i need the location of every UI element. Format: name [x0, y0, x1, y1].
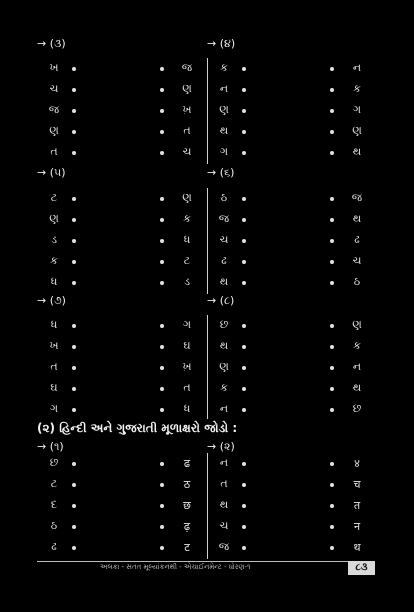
right-letter: જ	[351, 191, 363, 204]
right-letter: થ	[352, 212, 362, 225]
right-letter: त	[353, 499, 361, 512]
left-dot[interactable]	[72, 366, 76, 370]
left-dot[interactable]	[242, 387, 246, 391]
footer-text: અલકા - સતત મૂલ્યાંકનથી - એચાઈનમેન્ટ - ધોરણ-૧	[100, 563, 251, 571]
left-dot[interactable]	[72, 345, 76, 349]
left-dot[interactable]	[72, 130, 76, 134]
right-letter: છ	[352, 402, 362, 415]
match-row	[207, 516, 375, 537]
left-letter: ક	[50, 254, 58, 267]
right-dot[interactable]	[160, 151, 164, 155]
left-dot[interactable]	[72, 483, 76, 487]
match-row	[37, 516, 205, 537]
section-label-7: → (૭)	[37, 294, 66, 307]
left-letter: ઢ	[221, 254, 227, 267]
section-label-6: → (૬)	[207, 166, 235, 179]
match-row	[207, 251, 375, 272]
match-row	[37, 453, 205, 474]
left-dot[interactable]	[242, 462, 246, 466]
right-letter: ધ	[183, 402, 191, 415]
match-row	[207, 79, 375, 100]
left-letter: ન	[219, 402, 229, 415]
right-dot[interactable]	[160, 387, 164, 391]
right-letter: ચ	[352, 254, 362, 267]
right-dot[interactable]	[330, 345, 334, 349]
exercise-heading: (૨) હિન્દી અને ગુજરાતી મૂળાક્ષરો જોડો :	[37, 421, 238, 435]
left-dot[interactable]	[72, 408, 76, 412]
right-dot[interactable]	[160, 504, 164, 508]
match-row	[207, 58, 375, 79]
right-dot[interactable]	[330, 130, 334, 134]
right-letter: ણ	[352, 124, 362, 137]
left-dot[interactable]	[242, 151, 246, 155]
page-number: ૮૩	[348, 561, 375, 575]
match-row	[207, 474, 375, 495]
right-dot[interactable]	[330, 408, 334, 412]
match-row	[37, 537, 205, 558]
left-dot[interactable]	[242, 88, 246, 92]
right-dot[interactable]	[330, 260, 334, 264]
match-row	[37, 209, 205, 230]
left-dot[interactable]	[242, 408, 246, 412]
match-row	[207, 230, 375, 251]
divider-line	[207, 315, 208, 419]
left-letter: થ	[219, 498, 229, 511]
right-letter: ણ	[352, 318, 362, 331]
left-letter: ઘ	[50, 381, 58, 394]
left-letter: ડ	[50, 233, 58, 246]
right-letter: ન	[352, 61, 362, 74]
right-dot[interactable]	[330, 483, 334, 487]
right-dot[interactable]	[160, 408, 164, 412]
right-dot[interactable]	[160, 546, 164, 550]
right-dot[interactable]	[160, 525, 164, 529]
right-letter: જ	[181, 61, 193, 74]
right-dot[interactable]	[330, 151, 334, 155]
match-row	[207, 357, 375, 378]
left-dot[interactable]	[242, 504, 246, 508]
left-dot[interactable]	[72, 109, 76, 113]
match-row	[207, 142, 375, 163]
section-label-3: → (૩)	[37, 37, 66, 50]
left-letter: જ	[218, 212, 230, 225]
left-dot[interactable]	[72, 260, 76, 264]
right-letter: ક	[183, 212, 191, 225]
right-letter: न	[353, 520, 361, 533]
left-letter: જ	[218, 540, 230, 553]
left-dot[interactable]	[72, 504, 76, 508]
right-letter: थ	[353, 541, 361, 554]
match-row	[37, 100, 205, 121]
right-dot[interactable]	[160, 197, 164, 201]
left-dot[interactable]	[72, 324, 76, 328]
left-dot[interactable]	[242, 546, 246, 550]
match-row	[207, 336, 375, 357]
right-dot[interactable]	[330, 462, 334, 466]
match-row	[207, 121, 375, 142]
right-dot[interactable]	[330, 281, 334, 285]
right-dot[interactable]	[160, 218, 164, 222]
right-letter: ધ	[183, 233, 191, 246]
left-dot[interactable]	[242, 525, 246, 529]
right-letter: ઘ	[183, 339, 191, 352]
right-letter: ખ઼	[182, 360, 192, 373]
match-row	[37, 399, 205, 420]
left-dot[interactable]	[72, 151, 76, 155]
left-letter: ખ	[49, 339, 59, 352]
right-letter: ઢ	[354, 233, 360, 246]
right-letter: ન	[352, 360, 362, 373]
match-row	[37, 121, 205, 142]
match-row	[207, 315, 375, 336]
left-dot[interactable]	[242, 345, 246, 349]
match-row	[37, 188, 205, 209]
left-letter: ણ	[219, 103, 229, 116]
right-letter: ટ	[183, 254, 191, 267]
right-dot[interactable]	[330, 88, 334, 92]
match-row	[207, 453, 375, 474]
right-dot[interactable]	[160, 67, 164, 71]
match-row	[37, 378, 205, 399]
left-letter: ણ	[219, 360, 229, 373]
right-dot[interactable]	[330, 67, 334, 71]
left-letter: ટ	[50, 191, 58, 204]
right-letter: ४	[354, 457, 360, 470]
right-dot[interactable]	[160, 462, 164, 466]
section-label-2: → (૨)	[207, 440, 235, 453]
left-letter: ખ	[49, 61, 59, 74]
right-dot[interactable]	[330, 525, 334, 529]
match-row	[207, 399, 375, 420]
left-letter: ધ	[50, 318, 58, 331]
left-dot[interactable]	[72, 462, 76, 466]
left-dot[interactable]	[242, 109, 246, 113]
left-dot[interactable]	[72, 387, 76, 391]
left-letter: ઠ	[220, 191, 228, 204]
right-dot[interactable]	[330, 218, 334, 222]
divider-line	[207, 453, 208, 559]
match-row	[207, 537, 375, 558]
right-letter: ढ़	[183, 520, 191, 533]
left-letter: છ	[49, 456, 59, 469]
left-dot[interactable]	[72, 239, 76, 243]
left-letter: જ	[48, 103, 60, 116]
match-row	[37, 272, 205, 293]
right-dot[interactable]	[330, 387, 334, 391]
left-dot[interactable]	[242, 483, 246, 487]
right-letter: च	[353, 478, 361, 491]
left-letter: થ	[219, 339, 229, 352]
right-dot[interactable]	[160, 345, 164, 349]
right-letter: ठ	[183, 478, 191, 491]
left-letter: ક	[220, 381, 228, 394]
right-dot[interactable]	[160, 366, 164, 370]
left-dot[interactable]	[72, 197, 76, 201]
match-row	[207, 209, 375, 230]
right-dot[interactable]	[330, 504, 334, 508]
match-row	[37, 474, 205, 495]
right-letter: ગ	[182, 318, 192, 331]
right-dot[interactable]	[160, 109, 164, 113]
match-row	[37, 58, 205, 79]
left-dot[interactable]	[242, 366, 246, 370]
right-dot[interactable]	[160, 260, 164, 264]
left-letter: ચ	[219, 233, 229, 246]
right-dot[interactable]	[330, 197, 334, 201]
right-letter: ણ	[182, 82, 192, 95]
section-label-8: → (૮)	[207, 294, 235, 307]
left-letter: ચ	[49, 82, 59, 95]
right-letter: ढ	[183, 457, 191, 470]
left-letter: થ	[219, 124, 229, 137]
left-letter: ત	[50, 145, 58, 158]
section-label-4: → (૪)	[207, 37, 236, 50]
left-letter: ઢ	[51, 540, 57, 553]
left-dot[interactable]	[242, 130, 246, 134]
left-letter: ત	[220, 477, 228, 490]
left-letter: ગ	[219, 145, 229, 158]
left-letter: છ	[219, 318, 229, 331]
left-letter: ક	[220, 61, 228, 74]
match-row	[207, 188, 375, 209]
left-letter: ણ	[49, 124, 59, 137]
left-dot[interactable]	[72, 218, 76, 222]
right-letter: ડ	[183, 275, 191, 288]
right-dot[interactable]	[330, 546, 334, 550]
left-letter: ધ	[50, 275, 58, 288]
left-dot[interactable]	[72, 281, 76, 285]
left-letter: ણ	[49, 212, 59, 225]
left-letter: ગ	[49, 402, 59, 415]
match-row	[37, 142, 205, 163]
right-letter: ક	[353, 339, 361, 352]
left-letter: દ	[50, 498, 58, 511]
match-row	[37, 336, 205, 357]
right-letter: થ	[352, 381, 362, 394]
left-dot[interactable]	[242, 324, 246, 328]
right-dot[interactable]	[160, 130, 164, 134]
divider-line	[207, 58, 208, 164]
left-dot[interactable]	[242, 281, 246, 285]
right-dot[interactable]	[330, 324, 334, 328]
left-dot[interactable]	[72, 525, 76, 529]
left-letter: ન	[219, 82, 229, 95]
left-letter: થ	[219, 275, 229, 288]
left-dot[interactable]	[242, 67, 246, 71]
match-row	[37, 495, 205, 516]
match-row	[207, 378, 375, 399]
divider-line	[207, 188, 208, 294]
left-dot[interactable]	[72, 546, 76, 550]
right-dot[interactable]	[330, 109, 334, 113]
right-dot[interactable]	[160, 324, 164, 328]
right-letter: ખ઼	[182, 103, 192, 116]
right-letter: ત	[183, 381, 191, 394]
right-letter: ગ	[352, 103, 362, 116]
left-dot[interactable]	[242, 260, 246, 264]
right-letter: ચ	[182, 145, 192, 158]
match-row	[37, 315, 205, 336]
right-letter: ઠ	[353, 275, 361, 288]
right-letter: ट	[184, 541, 190, 554]
match-row	[37, 357, 205, 378]
right-letter: ણ	[182, 191, 192, 204]
left-dot[interactable]	[72, 88, 76, 92]
match-row	[207, 272, 375, 293]
match-row	[207, 495, 375, 516]
left-dot[interactable]	[72, 67, 76, 71]
right-letter: ક	[353, 82, 361, 95]
right-dot[interactable]	[160, 483, 164, 487]
right-dot[interactable]	[160, 239, 164, 243]
right-dot[interactable]	[330, 366, 334, 370]
right-dot[interactable]	[160, 281, 164, 285]
right-dot[interactable]	[160, 88, 164, 92]
left-letter: ચ	[219, 519, 229, 532]
match-row	[37, 251, 205, 272]
left-letter: ત	[50, 360, 58, 373]
left-letter: ન	[219, 456, 229, 469]
section-label-1: → (૧)	[37, 440, 64, 453]
left-letter: ટ	[50, 477, 58, 490]
right-letter: छ	[183, 499, 191, 512]
left-dot[interactable]	[242, 239, 246, 243]
section-label-5: → (૫)	[37, 166, 66, 179]
left-letter: ઠ	[50, 519, 58, 532]
left-dot[interactable]	[242, 218, 246, 222]
footer-rule	[37, 561, 375, 562]
match-row	[37, 79, 205, 100]
right-letter: ત	[183, 124, 191, 137]
right-dot[interactable]	[330, 239, 334, 243]
match-row	[207, 100, 375, 121]
left-dot[interactable]	[242, 197, 246, 201]
right-letter: થ	[352, 145, 362, 158]
match-row	[37, 230, 205, 251]
